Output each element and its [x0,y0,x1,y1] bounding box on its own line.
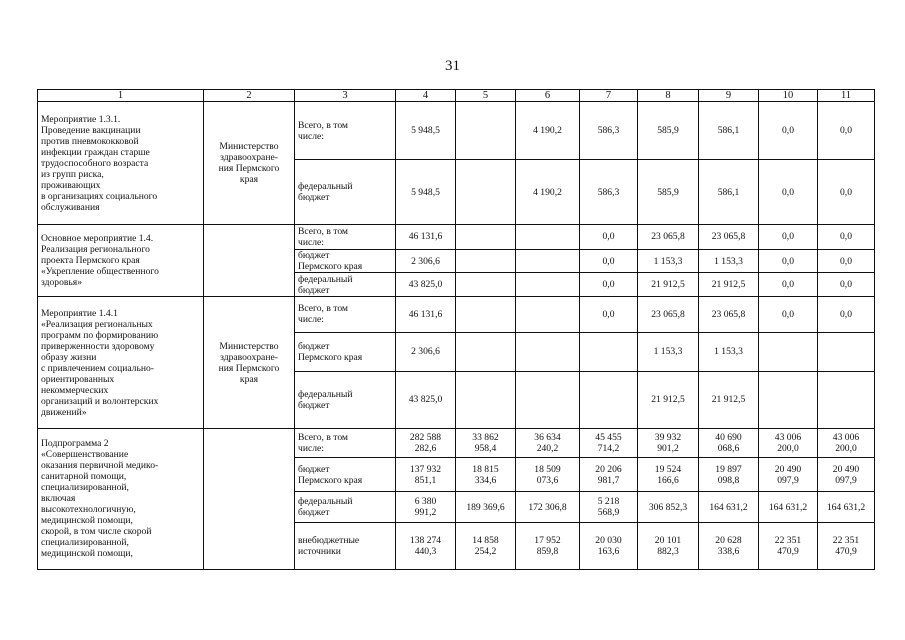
value-cell-col-8: 39 932 901,2 [638,428,699,457]
funding-source-cell: Всего, в том числе: [295,102,396,160]
value-cell-col-8: 19 524 166,6 [638,457,699,491]
value-cell-col-4: 43 825,0 [396,371,456,428]
column-number-header-row [38,90,875,102]
column-header-3: 3 [295,90,396,102]
value-cell-col-7: 586,3 [580,160,638,224]
value-cell-col-6: 4 190,2 [516,160,580,224]
value-cell-col-7: 20 206 981,7 [580,457,638,491]
value-cell-col-9: 23 065,8 [699,297,759,332]
value-cell-col-7: 45 455 714,2 [580,428,638,457]
funding-source-cell: федеральный бюджет [295,371,396,428]
value-cell-col-11: 0,0 [818,249,875,273]
table-row [38,102,875,160]
value-cell-col-6 [516,371,580,428]
activity-description: Основное мероприятие 1.4. Реализация регионального проекта Пермского края «Укрепление общественного здоровья» [38,224,204,297]
value-cell-col-8: 585,9 [638,160,699,224]
value-cell-col-5 [456,224,516,249]
value-cell-col-7 [580,371,638,428]
value-cell-col-11: 20 490 097,9 [818,457,875,491]
value-cell-col-4: 43 825,0 [396,273,456,297]
value-cell-col-5 [456,332,516,371]
column-header-11: 11 [818,90,875,102]
value-cell-col-4: 137 932 851,1 [396,457,456,491]
value-cell-col-4: 2 306,6 [396,332,456,371]
column-header-8: 8 [638,90,699,102]
activity-description: Мероприятие 1.3.1. Проведение вакцинации против пневмококковой инфекции граждан старше трудоспособного возраста из групп риска, проживающих в организациях социального обслуживания [38,102,204,224]
value-cell-col-11: 164 631,2 [818,492,875,523]
value-cell-col-8: 21 912,5 [638,371,699,428]
value-cell-col-10: 0,0 [759,102,818,160]
value-cell-col-6 [516,249,580,273]
column-header-1: 1 [38,90,204,102]
column-header-7: 7 [580,90,638,102]
funding-source-cell: бюджет Пермского края [295,332,396,371]
value-cell-col-11: 0,0 [818,273,875,297]
value-cell-col-7: 20 030 163,6 [580,523,638,570]
value-cell-col-10: 0,0 [759,297,818,332]
value-cell-col-6: 4 190,2 [516,102,580,160]
value-cell-col-10: 0,0 [759,224,818,249]
value-cell-col-5 [456,297,516,332]
column-header-4: 4 [396,90,456,102]
value-cell-col-8: 1 153,3 [638,332,699,371]
value-cell-col-10: 20 490 097,9 [759,457,818,491]
value-cell-col-7: 0,0 [580,224,638,249]
value-cell-col-9: 1 153,3 [699,249,759,273]
value-cell-col-5 [456,371,516,428]
funding-source-cell: бюджет Пермского края [295,457,396,491]
value-cell-col-11 [818,371,875,428]
value-cell-col-9: 1 153,3 [699,332,759,371]
value-cell-col-9: 40 690 068,6 [699,428,759,457]
value-cell-col-9: 21 912,5 [699,273,759,297]
value-cell-col-10: 22 351 470,9 [759,523,818,570]
funding-source-cell: федеральный бюджет [295,492,396,523]
value-cell-col-5 [456,102,516,160]
value-cell-col-8: 306 852,3 [638,492,699,523]
value-cell-col-11: 0,0 [818,297,875,332]
executor-cell [204,428,295,569]
value-cell-col-9: 19 897 098,8 [699,457,759,491]
value-cell-col-9: 23 065,8 [699,224,759,249]
value-cell-col-8: 1 153,3 [638,249,699,273]
value-cell-col-11 [818,332,875,371]
value-cell-col-8: 23 065,8 [638,224,699,249]
executor-cell [204,224,295,297]
page-number: 31 [445,58,460,74]
column-header-5: 5 [456,90,516,102]
value-cell-col-6: 18 509 073,6 [516,457,580,491]
value-cell-col-4: 138 274 440,3 [396,523,456,570]
value-cell-col-11: 43 006 200,0 [818,428,875,457]
value-cell-col-8: 23 065,8 [638,297,699,332]
value-cell-col-4: 2 306,6 [396,249,456,273]
table-row [38,224,875,249]
value-cell-col-9: 20 628 338,6 [699,523,759,570]
column-header-10: 10 [759,90,818,102]
funding-source-cell: бюджет Пермского края [295,249,396,273]
value-cell-col-11: 0,0 [818,160,875,224]
funding-source-cell: федеральный бюджет [295,273,396,297]
value-cell-col-6: 17 952 859,8 [516,523,580,570]
activity-description: Подпрограмма 2 «Совершенствование оказания первичной медико- санитарной помощи, специализированной, включая высокотехнологичную, медицинской помощи, скорой, в том числе скорой специализированной, медицинской помощи, [38,428,204,569]
value-cell-col-9: 21 912,5 [699,371,759,428]
value-cell-col-9: 164 631,2 [699,492,759,523]
value-cell-col-6 [516,273,580,297]
value-cell-col-6: 172 306,8 [516,492,580,523]
value-cell-col-10: 43 006 200,0 [759,428,818,457]
funding-source-cell: внебюджетные источники [295,523,396,570]
value-cell-col-5: 189 369,6 [456,492,516,523]
value-cell-col-7: 0,0 [580,249,638,273]
value-cell-col-4: 46 131,6 [396,297,456,332]
value-cell-col-4: 6 380 991,2 [396,492,456,523]
value-cell-col-5: 33 862 958,4 [456,428,516,457]
table-row [38,297,875,332]
value-cell-col-5 [456,249,516,273]
executor-cell: Министерство здравоохране- ния Пермского края [204,102,295,224]
column-header-6: 6 [516,90,580,102]
funding-source-cell: Всего, в том числе: [295,224,396,249]
budget-table [37,89,875,570]
value-cell-col-5 [456,160,516,224]
value-cell-col-8: 20 101 882,3 [638,523,699,570]
value-cell-col-7: 0,0 [580,273,638,297]
funding-source-cell: федеральный бюджет [295,160,396,224]
funding-source-cell: Всего, в том числе: [295,428,396,457]
column-header-2: 2 [204,90,295,102]
column-header-9: 9 [699,90,759,102]
value-cell-col-5 [456,273,516,297]
value-cell-col-10: 164 631,2 [759,492,818,523]
value-cell-col-11: 0,0 [818,102,875,160]
value-cell-col-9: 586,1 [699,160,759,224]
value-cell-col-6 [516,332,580,371]
value-cell-col-11: 22 351 470,9 [818,523,875,570]
value-cell-col-6 [516,297,580,332]
value-cell-col-4: 5 948,5 [396,160,456,224]
value-cell-col-5: 14 858 254,2 [456,523,516,570]
value-cell-col-5: 18 815 334,6 [456,457,516,491]
table-row [38,428,875,457]
funding-source-cell: Всего, в том числе: [295,297,396,332]
value-cell-col-8: 21 912,5 [638,273,699,297]
value-cell-col-10 [759,332,818,371]
value-cell-col-4: 5 948,5 [396,102,456,160]
value-cell-col-8: 585,9 [638,102,699,160]
value-cell-col-6: 36 634 240,2 [516,428,580,457]
value-cell-col-9: 586,1 [699,102,759,160]
executor-cell: Министерство здравоохране- ния Пермского края [204,297,295,429]
value-cell-col-7: 0,0 [580,297,638,332]
value-cell-col-10: 0,0 [759,273,818,297]
value-cell-col-10: 0,0 [759,249,818,273]
value-cell-col-11: 0,0 [818,224,875,249]
activity-description: Мероприятие 1.4.1 «Реализация региональных программ по формированию приверженности здоровому образу жизни с привлечением социально- ориентированных некоммерческих организаций и волонтерских движений» [38,297,204,429]
value-cell-col-6 [516,224,580,249]
value-cell-col-7: 5 218 568,9 [580,492,638,523]
value-cell-col-7 [580,332,638,371]
value-cell-col-10: 0,0 [759,160,818,224]
value-cell-col-7: 586,3 [580,102,638,160]
value-cell-col-10 [759,371,818,428]
value-cell-col-4: 282 588 282,6 [396,428,456,457]
value-cell-col-4: 46 131,6 [396,224,456,249]
